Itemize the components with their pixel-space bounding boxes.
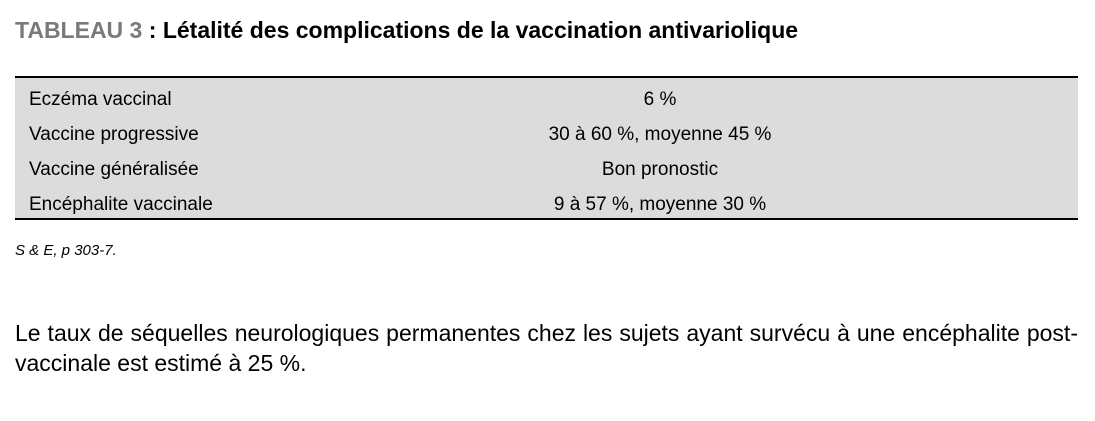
table-row xyxy=(15,152,1078,187)
lethality-cell: 6 % xyxy=(643,89,677,110)
table-title xyxy=(15,17,798,44)
lethality-cell: Bon pronostic xyxy=(601,159,719,180)
table-row xyxy=(15,82,1078,117)
complication-cell: Vaccine progressive xyxy=(29,124,199,145)
body-paragraph: Le taux de séquelles neurologiques permanentes chez les sujets ayant survécu à une encéphalite post-vaccinale est estimé à 25 %. xyxy=(15,320,1078,376)
table-caption: Létalité des complications de la vaccination antivariolique xyxy=(162,17,799,43)
lethality-cell: 9 à 57 %, moyenne 30 % xyxy=(553,194,767,215)
complication-cell: Eczéma vaccinal xyxy=(29,89,172,110)
lethality-cell: 30 à 60 %, moyenne 45 % xyxy=(548,124,772,145)
complication-cell: Vaccine généralisée xyxy=(29,159,199,180)
table-row xyxy=(15,187,1078,222)
complication-cell: Encéphalite vaccinale xyxy=(29,194,213,215)
source-citation: S & E, p 303-7. xyxy=(15,242,117,259)
lethality-table xyxy=(15,76,1078,220)
title-separator: : xyxy=(142,17,163,43)
table-row xyxy=(15,117,1078,152)
table-number-label: TABLEAU 3 xyxy=(15,17,143,43)
